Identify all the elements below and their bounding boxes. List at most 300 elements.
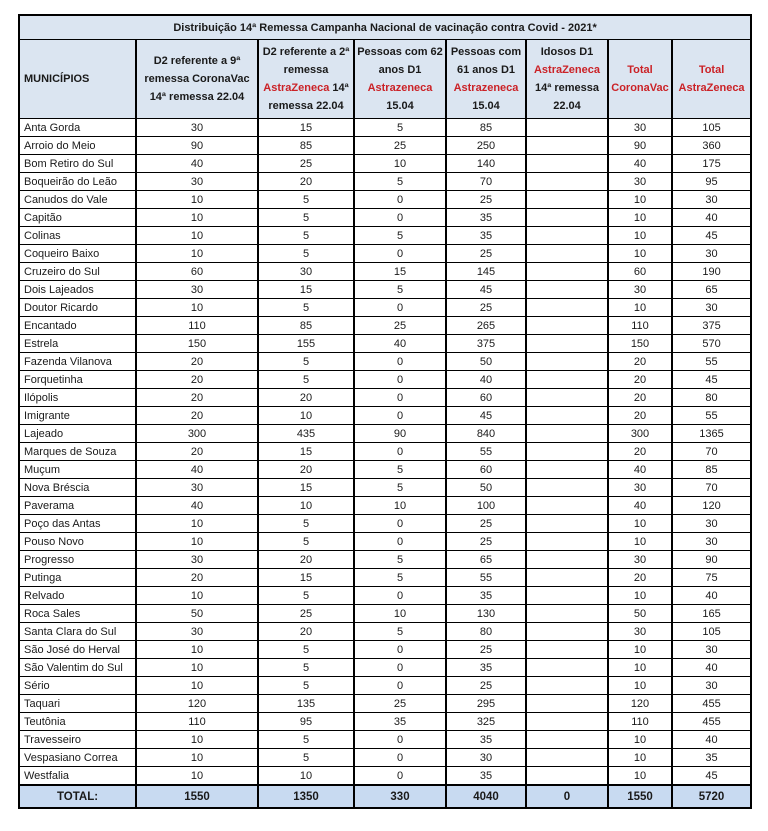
- value-cell: 40: [136, 155, 258, 173]
- table-row: [19, 569, 751, 587]
- header-line: remessa: [283, 64, 329, 76]
- municipality-name: Marques de Souza: [19, 443, 136, 461]
- table-row: [19, 227, 751, 245]
- municipality-name: Arroio do Meio: [19, 137, 136, 155]
- value-cell: 20: [258, 461, 354, 479]
- header-line: anos D1: [378, 64, 422, 76]
- value-cell: 45: [446, 281, 526, 299]
- municipality-name: Roca Sales: [19, 605, 136, 623]
- value-cell: 5: [258, 533, 354, 551]
- value-cell: 20: [136, 353, 258, 371]
- total-value-cell: 5720: [672, 785, 751, 808]
- value-cell: 10: [258, 407, 354, 425]
- value-cell: 150: [136, 335, 258, 353]
- total-value-cell: 1350: [258, 785, 354, 808]
- value-cell: 10: [136, 191, 258, 209]
- table-row: [19, 587, 751, 605]
- value-cell: 55: [446, 569, 526, 587]
- value-cell: 0: [354, 677, 446, 695]
- municipality-name: Forquetinha: [19, 371, 136, 389]
- column-header-0: [19, 40, 136, 119]
- table-row: [19, 389, 751, 407]
- value-cell: [526, 533, 608, 551]
- value-cell: 85: [258, 317, 354, 335]
- municipality-name: Muçum: [19, 461, 136, 479]
- value-cell: 65: [446, 551, 526, 569]
- value-cell: 65: [672, 281, 751, 299]
- value-cell: [526, 137, 608, 155]
- value-cell: 50: [136, 605, 258, 623]
- header-line: AstraZeneca: [533, 64, 601, 76]
- value-cell: 5: [258, 749, 354, 767]
- value-cell: 135: [258, 695, 354, 713]
- value-cell: 95: [258, 713, 354, 731]
- municipality-name: Dois Lajeados: [19, 281, 136, 299]
- value-cell: 5: [258, 659, 354, 677]
- value-cell: 20: [258, 389, 354, 407]
- value-cell: 120: [608, 695, 672, 713]
- header-line: Astrazeneca: [453, 82, 519, 94]
- value-cell: 40: [672, 209, 751, 227]
- value-cell: 40: [608, 155, 672, 173]
- value-cell: 10: [354, 497, 446, 515]
- value-cell: 30: [672, 515, 751, 533]
- header-line: CoronaVac: [611, 82, 669, 94]
- header-line: AstraZeneca: [678, 82, 745, 94]
- municipality-name: Fazenda Vilanova: [19, 353, 136, 371]
- value-cell: 45: [672, 371, 751, 389]
- value-cell: 55: [672, 353, 751, 371]
- value-cell: 455: [672, 695, 751, 713]
- column-header-3: [354, 40, 446, 119]
- value-cell: 5: [354, 623, 446, 641]
- value-cell: 10: [136, 587, 258, 605]
- value-cell: 35: [446, 731, 526, 749]
- value-cell: 30: [608, 551, 672, 569]
- value-cell: 35: [446, 227, 526, 245]
- value-cell: 0: [354, 389, 446, 407]
- value-cell: 20: [608, 389, 672, 407]
- value-cell: 35: [354, 713, 446, 731]
- table-row: [19, 425, 751, 443]
- header-line: D2 referente a 9ª: [153, 55, 241, 67]
- value-cell: 10: [608, 515, 672, 533]
- value-cell: 25: [258, 605, 354, 623]
- table-row: [19, 605, 751, 623]
- value-cell: 30: [136, 281, 258, 299]
- value-cell: 0: [354, 749, 446, 767]
- table-body: [19, 119, 751, 786]
- value-cell: 40: [608, 461, 672, 479]
- value-cell: 20: [136, 407, 258, 425]
- header-line: Pessoas com 62: [357, 46, 443, 58]
- value-cell: 80: [672, 389, 751, 407]
- value-cell: [526, 353, 608, 371]
- value-cell: 5: [354, 551, 446, 569]
- value-cell: 10: [136, 731, 258, 749]
- header-line: AstraZeneca 14ª: [263, 82, 349, 94]
- table-row: [19, 533, 751, 551]
- value-cell: 150: [608, 335, 672, 353]
- value-cell: 30: [672, 641, 751, 659]
- value-cell: 85: [672, 461, 751, 479]
- value-cell: 5: [258, 353, 354, 371]
- value-cell: 10: [136, 749, 258, 767]
- title-row: [19, 15, 751, 40]
- municipality-name: Coqueiro Baixo: [19, 245, 136, 263]
- value-cell: 40: [672, 731, 751, 749]
- value-cell: 105: [672, 119, 751, 137]
- value-cell: [526, 641, 608, 659]
- value-cell: 300: [136, 425, 258, 443]
- value-cell: 20: [258, 173, 354, 191]
- value-cell: 25: [446, 515, 526, 533]
- table-row: [19, 155, 751, 173]
- table-row: [19, 695, 751, 713]
- value-cell: 40: [608, 497, 672, 515]
- value-cell: [526, 497, 608, 515]
- table-row: [19, 551, 751, 569]
- table-row: [19, 749, 751, 767]
- value-cell: 25: [354, 137, 446, 155]
- value-cell: [526, 551, 608, 569]
- municipality-name: Teutônia: [19, 713, 136, 731]
- header-line: remessa 22.04: [268, 100, 344, 112]
- value-cell: 10: [608, 641, 672, 659]
- header-line: 15.04: [386, 100, 414, 112]
- municipality-name: Sério: [19, 677, 136, 695]
- value-cell: 35: [672, 749, 751, 767]
- value-cell: 0: [354, 533, 446, 551]
- table-row: [19, 407, 751, 425]
- header-line: 14ª remessa: [534, 82, 599, 94]
- value-cell: 0: [354, 659, 446, 677]
- value-cell: 95: [672, 173, 751, 191]
- header-line: Astrazeneca: [367, 82, 433, 94]
- value-cell: [526, 479, 608, 497]
- value-cell: 570: [672, 335, 751, 353]
- table-title: Distribuição 14ª Remessa Campanha Nacional de vacinação contra Covid - 2021*: [19, 15, 751, 40]
- value-cell: 40: [136, 497, 258, 515]
- header-line: Total: [698, 64, 725, 76]
- value-cell: [526, 461, 608, 479]
- value-cell: 0: [354, 371, 446, 389]
- value-cell: 70: [672, 443, 751, 461]
- value-cell: [526, 713, 608, 731]
- value-cell: 45: [672, 767, 751, 786]
- value-cell: 25: [446, 299, 526, 317]
- value-cell: 55: [446, 443, 526, 461]
- value-cell: 35: [446, 767, 526, 786]
- value-cell: 15: [258, 281, 354, 299]
- municipality-name: Santa Clara do Sul: [19, 623, 136, 641]
- value-cell: 40: [672, 587, 751, 605]
- value-cell: 30: [608, 623, 672, 641]
- total-row: [19, 785, 751, 808]
- value-cell: 20: [608, 569, 672, 587]
- value-cell: [526, 767, 608, 786]
- value-cell: 110: [608, 317, 672, 335]
- column-header-4: [446, 40, 526, 119]
- table-row: [19, 713, 751, 731]
- value-cell: [526, 317, 608, 335]
- value-cell: 10: [354, 605, 446, 623]
- value-cell: 5: [258, 299, 354, 317]
- value-cell: 35: [446, 587, 526, 605]
- municipality-name: São Valentim do Sul: [19, 659, 136, 677]
- vaccine-distribution-table: [18, 14, 752, 809]
- value-cell: 110: [136, 713, 258, 731]
- value-cell: [526, 659, 608, 677]
- table-row: [19, 677, 751, 695]
- value-cell: 10: [136, 659, 258, 677]
- value-cell: 40: [672, 659, 751, 677]
- value-cell: 10: [608, 767, 672, 786]
- value-cell: 10: [136, 299, 258, 317]
- municipality-name: Colinas: [19, 227, 136, 245]
- municipality-name: Imigrante: [19, 407, 136, 425]
- value-cell: 0: [354, 191, 446, 209]
- value-cell: 5: [354, 227, 446, 245]
- value-cell: 175: [672, 155, 751, 173]
- value-cell: 25: [446, 245, 526, 263]
- header-line: Pessoas com: [450, 46, 522, 58]
- value-cell: 110: [608, 713, 672, 731]
- value-cell: 100: [446, 497, 526, 515]
- municipality-name: Canudos do Vale: [19, 191, 136, 209]
- value-cell: 25: [354, 695, 446, 713]
- table-row: [19, 497, 751, 515]
- total-value-cell: 330: [354, 785, 446, 808]
- value-cell: 5: [258, 731, 354, 749]
- value-cell: 20: [258, 551, 354, 569]
- value-cell: [526, 695, 608, 713]
- value-cell: 10: [608, 749, 672, 767]
- value-cell: 90: [136, 137, 258, 155]
- value-cell: 140: [446, 155, 526, 173]
- value-cell: 10: [608, 245, 672, 263]
- value-cell: 5: [354, 281, 446, 299]
- value-cell: 0: [354, 587, 446, 605]
- value-cell: 60: [136, 263, 258, 281]
- value-cell: 60: [608, 263, 672, 281]
- value-cell: 25: [446, 641, 526, 659]
- value-cell: 85: [446, 119, 526, 137]
- value-cell: [526, 245, 608, 263]
- value-cell: 10: [608, 209, 672, 227]
- value-cell: 30: [672, 299, 751, 317]
- municipality-name: Paverama: [19, 497, 136, 515]
- column-header-2: [258, 40, 354, 119]
- value-cell: 360: [672, 137, 751, 155]
- value-cell: 40: [446, 371, 526, 389]
- value-cell: 10: [608, 191, 672, 209]
- value-cell: 5: [258, 191, 354, 209]
- value-cell: 0: [354, 353, 446, 371]
- value-cell: 25: [446, 191, 526, 209]
- value-cell: [526, 515, 608, 533]
- value-cell: 15: [258, 119, 354, 137]
- value-cell: 5: [258, 641, 354, 659]
- value-cell: [526, 623, 608, 641]
- value-cell: 110: [136, 317, 258, 335]
- value-cell: 30: [672, 191, 751, 209]
- value-cell: 10: [608, 731, 672, 749]
- value-cell: 0: [354, 641, 446, 659]
- header-line: 15.04: [472, 100, 500, 112]
- total-value-cell: 0: [526, 785, 608, 808]
- header-line: 61 anos D1: [456, 64, 516, 76]
- value-cell: 45: [672, 227, 751, 245]
- value-cell: 20: [136, 443, 258, 461]
- value-cell: 30: [672, 677, 751, 695]
- value-cell: 0: [354, 515, 446, 533]
- table-row: [19, 119, 751, 137]
- value-cell: 30: [136, 479, 258, 497]
- table-row: [19, 335, 751, 353]
- header-line: 22.04: [553, 100, 581, 112]
- value-cell: [526, 605, 608, 623]
- value-cell: 5: [354, 461, 446, 479]
- value-cell: 5: [258, 245, 354, 263]
- municipality-name: Putinga: [19, 569, 136, 587]
- value-cell: 155: [258, 335, 354, 353]
- table-row: [19, 731, 751, 749]
- total-value-cell: 1550: [136, 785, 258, 808]
- value-cell: 5: [354, 569, 446, 587]
- municipality-name: Estrela: [19, 335, 136, 353]
- table-row: [19, 515, 751, 533]
- value-cell: 10: [608, 227, 672, 245]
- total-value-cell: 4040: [446, 785, 526, 808]
- table-row: [19, 767, 751, 786]
- value-cell: 5: [258, 227, 354, 245]
- value-cell: 30: [446, 749, 526, 767]
- value-cell: 15: [258, 479, 354, 497]
- value-cell: 30: [258, 263, 354, 281]
- value-cell: [526, 731, 608, 749]
- table-row: [19, 443, 751, 461]
- value-cell: 325: [446, 713, 526, 731]
- municipality-name: Travesseiro: [19, 731, 136, 749]
- header-row: [19, 40, 751, 119]
- value-cell: 20: [608, 353, 672, 371]
- value-cell: 30: [136, 551, 258, 569]
- municipality-name: Progresso: [19, 551, 136, 569]
- value-cell: [526, 569, 608, 587]
- municipality-name: Taquari: [19, 695, 136, 713]
- value-cell: 30: [136, 119, 258, 137]
- value-cell: 455: [672, 713, 751, 731]
- table-row: [19, 641, 751, 659]
- value-cell: 50: [608, 605, 672, 623]
- municipality-name: Vespasiano Correa: [19, 749, 136, 767]
- value-cell: 20: [136, 389, 258, 407]
- value-cell: 20: [608, 407, 672, 425]
- value-cell: 10: [354, 155, 446, 173]
- value-cell: 25: [354, 317, 446, 335]
- value-cell: 5: [354, 173, 446, 191]
- municipality-name: Pouso Novo: [19, 533, 136, 551]
- value-cell: 435: [258, 425, 354, 443]
- value-cell: [526, 119, 608, 137]
- municipality-name: Cruzeiro do Sul: [19, 263, 136, 281]
- value-cell: 75: [672, 569, 751, 587]
- value-cell: 190: [672, 263, 751, 281]
- value-cell: 375: [672, 317, 751, 335]
- value-cell: 105: [672, 623, 751, 641]
- value-cell: 295: [446, 695, 526, 713]
- value-cell: 0: [354, 731, 446, 749]
- value-cell: 30: [608, 479, 672, 497]
- municipality-name: Bom Retiro do Sul: [19, 155, 136, 173]
- value-cell: [526, 155, 608, 173]
- value-cell: 30: [672, 245, 751, 263]
- value-cell: [526, 335, 608, 353]
- municipality-name: Westfalia: [19, 767, 136, 786]
- value-cell: 5: [258, 677, 354, 695]
- value-cell: 10: [258, 497, 354, 515]
- value-cell: 20: [258, 623, 354, 641]
- value-cell: 300: [608, 425, 672, 443]
- table-row: [19, 173, 751, 191]
- value-cell: 30: [672, 533, 751, 551]
- value-cell: [526, 389, 608, 407]
- value-cell: 10: [136, 641, 258, 659]
- value-cell: 40: [136, 461, 258, 479]
- value-cell: 0: [354, 245, 446, 263]
- value-cell: 10: [136, 245, 258, 263]
- header-line: Total: [627, 64, 653, 76]
- value-cell: 30: [608, 173, 672, 191]
- value-cell: [526, 209, 608, 227]
- value-cell: [526, 425, 608, 443]
- value-cell: 15: [354, 263, 446, 281]
- value-cell: 55: [672, 407, 751, 425]
- table-row: [19, 263, 751, 281]
- value-cell: 840: [446, 425, 526, 443]
- table-row: [19, 623, 751, 641]
- value-cell: 10: [136, 209, 258, 227]
- table-row: [19, 299, 751, 317]
- value-cell: 30: [608, 281, 672, 299]
- table-row: [19, 461, 751, 479]
- value-cell: 25: [446, 677, 526, 695]
- municipality-name: Nova Bréscia: [19, 479, 136, 497]
- value-cell: [526, 407, 608, 425]
- header-line: D2 referente a 2ª: [262, 46, 350, 58]
- value-cell: [526, 281, 608, 299]
- value-cell: 90: [672, 551, 751, 569]
- table-row: [19, 137, 751, 155]
- value-cell: 80: [446, 623, 526, 641]
- value-cell: 25: [446, 533, 526, 551]
- value-cell: 40: [354, 335, 446, 353]
- value-cell: 30: [608, 119, 672, 137]
- municipality-name: Boqueirão do Leão: [19, 173, 136, 191]
- municipality-name: Capitão: [19, 209, 136, 227]
- municipality-name: Lajeado: [19, 425, 136, 443]
- value-cell: [526, 227, 608, 245]
- value-cell: 35: [446, 659, 526, 677]
- value-cell: 130: [446, 605, 526, 623]
- value-cell: [526, 443, 608, 461]
- value-cell: 165: [672, 605, 751, 623]
- value-cell: 250: [446, 137, 526, 155]
- header-line: 14ª remessa 22.04: [149, 91, 245, 103]
- value-cell: [526, 263, 608, 281]
- value-cell: 60: [446, 389, 526, 407]
